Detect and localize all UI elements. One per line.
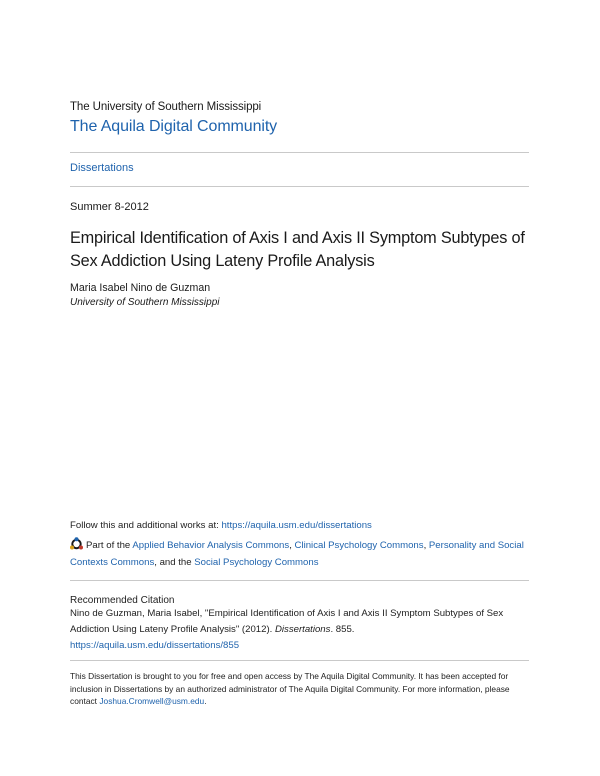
access-statement-end: .	[204, 696, 207, 706]
divider-footer	[70, 660, 529, 661]
dissertations-url-link[interactable]: https://aquila.usm.edu/dissertations	[221, 520, 372, 531]
follow-line	[70, 517, 372, 534]
contact-email-link[interactable]: Joshua.Cromwell@usm.edu	[99, 696, 205, 706]
community-link[interactable]: The Aquila Digital Community	[70, 118, 278, 135]
follow-prefix: Follow this and additional works at:	[70, 520, 222, 531]
citation-number: . 855.	[330, 624, 355, 635]
divider-collection	[70, 186, 529, 187]
social-psychology-commons-link[interactable]: Social Psychology Commons	[194, 557, 319, 568]
divider-top	[70, 152, 529, 153]
access-statement-text: This Dissertation is brought to you for free and open access by The Aquila Digital Community. It has been accepted for inclusion in Dissertations by an authorized administrator of The Aquila Digital Community. For more information, please contact	[70, 671, 510, 706]
part-of-prefix: Part of the	[86, 540, 133, 551]
citation-body: Nino de Guzman, Maria Isabel, "Empirical Identification of Axis I and Axis II Symptom Subtypes of Sex Addiction Using Lateny Profile Analysis" (2012).	[70, 608, 504, 635]
collection-link[interactable]: Dissertations	[70, 162, 134, 174]
author-affiliation: University of Southern Mississippi	[70, 297, 220, 308]
network-commons-icon	[70, 537, 83, 550]
university-name: The University of Southern Mississippi	[70, 101, 262, 113]
citation-url-link[interactable]: https://aquila.usm.edu/dissertations/855	[70, 640, 240, 651]
separator: ,	[289, 540, 295, 551]
recommended-citation-heading: Recommended Citation	[70, 595, 175, 606]
publication-date: Summer 8-2012	[70, 201, 149, 213]
part-of-line	[70, 537, 530, 571]
access-statement	[70, 670, 530, 708]
document-title: Empirical Identification of Axis I and Axis II Symptom Subtypes of Sex Addiction Using Lateny Profile Analysis	[70, 229, 525, 270]
author-name: Maria Isabel Nino de Guzman	[70, 282, 211, 294]
personality-social-contexts-commons-link[interactable]: Personality and Social Contexts Commons	[70, 540, 524, 568]
clinical-psychology-commons-link[interactable]: Clinical Psychology Commons	[294, 540, 424, 551]
divider-citation	[70, 580, 529, 581]
applied-behavior-analysis-commons-link[interactable]: Applied Behavior Analysis Commons	[132, 540, 290, 551]
separator: ,	[423, 540, 429, 551]
recommended-citation-text	[70, 606, 535, 654]
separator: , and the	[154, 557, 195, 568]
citation-series: Dissertations	[274, 624, 331, 635]
